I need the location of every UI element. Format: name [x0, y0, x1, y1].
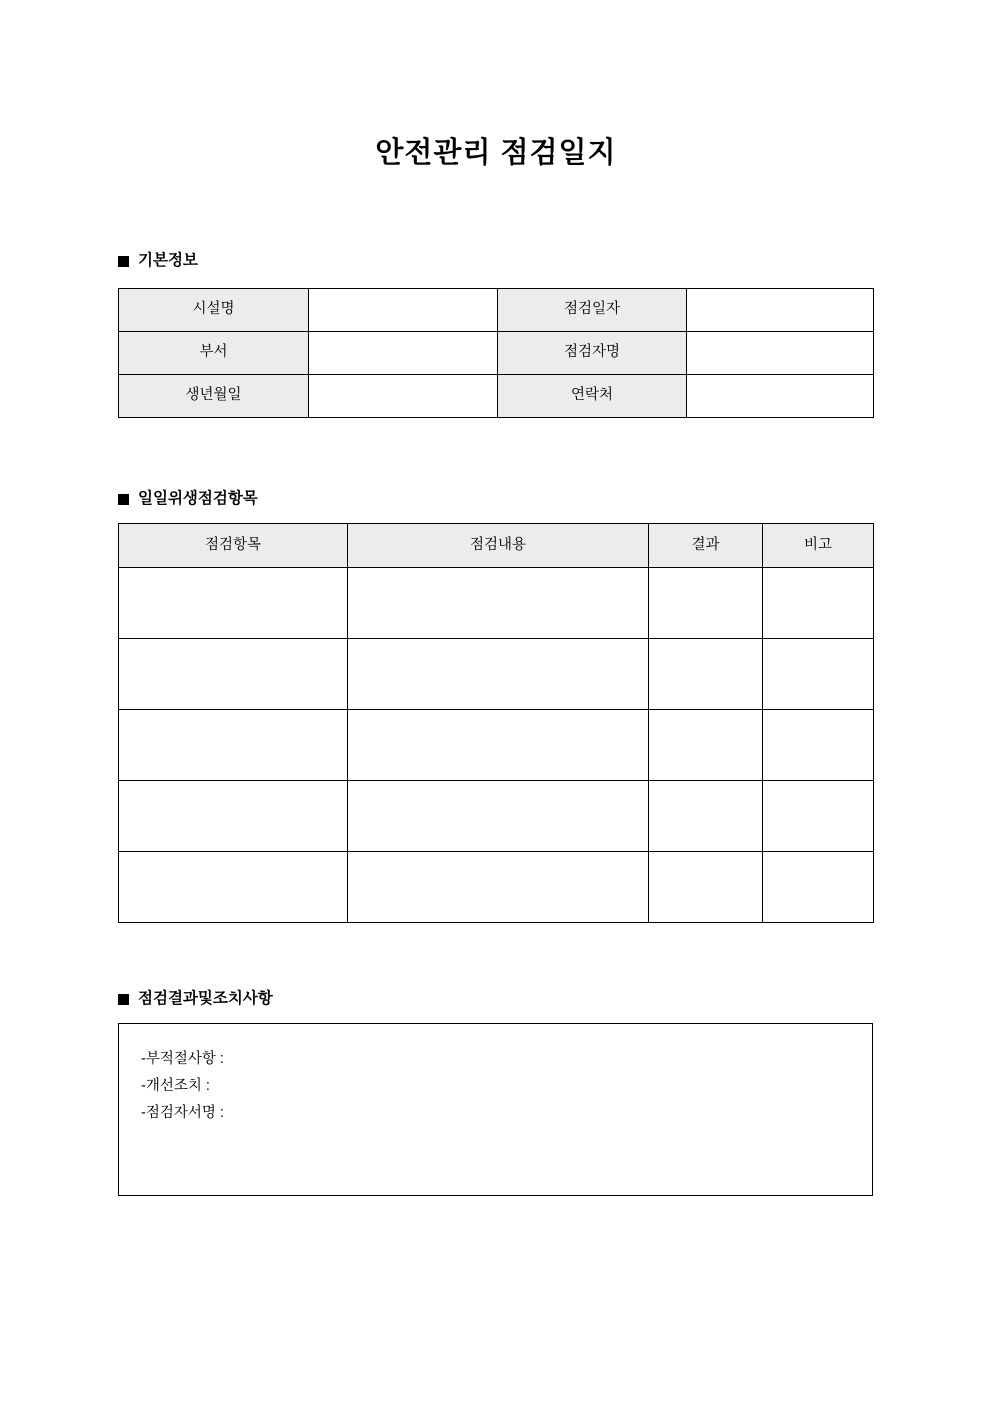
square-bullet-icon	[118, 994, 129, 1005]
field-label-inspection-date: 점검일자	[498, 289, 687, 332]
table-row	[119, 568, 874, 639]
square-bullet-icon	[118, 494, 129, 505]
results-line-nonconformity: -부적절사항 :	[141, 1051, 224, 1067]
page-title: 안전관리 점검일지	[375, 137, 617, 169]
cell-remarks[interactable]	[763, 852, 874, 923]
table-header-row	[119, 524, 874, 568]
cell-content[interactable]	[348, 710, 649, 781]
section-heading-basic-info	[118, 250, 198, 272]
field-label-contact: 연락처	[498, 375, 687, 418]
cell-result[interactable]	[649, 710, 763, 781]
daily-checklist-table	[118, 523, 874, 923]
cell-remarks[interactable]	[763, 710, 874, 781]
cell-item[interactable]	[119, 710, 348, 781]
field-label-birth-date: 생년월일	[119, 375, 309, 418]
table-row	[119, 710, 874, 781]
cell-content[interactable]	[348, 568, 649, 639]
section-heading-label: 일일위생점검항목	[138, 490, 258, 507]
column-header-item: 점검항목	[119, 524, 348, 568]
column-header-remarks: 비고	[763, 524, 874, 568]
table-row	[119, 852, 874, 923]
field-label-facility-name: 시설명	[119, 289, 309, 332]
results-line-corrective-action: -개선조치 :	[141, 1078, 210, 1094]
table-row	[119, 639, 874, 710]
square-bullet-icon	[118, 256, 129, 267]
cell-item[interactable]	[119, 568, 348, 639]
field-input-inspector-name[interactable]	[687, 332, 874, 375]
field-input-inspection-date[interactable]	[687, 289, 874, 332]
field-input-birth-date[interactable]	[309, 375, 498, 418]
cell-remarks[interactable]	[763, 781, 874, 852]
section-heading-label: 점검결과및조치사항	[138, 990, 273, 1007]
table-row	[119, 781, 874, 852]
section-heading-daily-checklist	[118, 488, 258, 510]
column-header-content: 점검내용	[348, 524, 649, 568]
column-header-result: 결과	[649, 524, 763, 568]
cell-result[interactable]	[649, 781, 763, 852]
field-input-department[interactable]	[309, 332, 498, 375]
section-heading-label: 기본정보	[138, 252, 198, 269]
cell-result[interactable]	[649, 852, 763, 923]
cell-content[interactable]	[348, 781, 649, 852]
results-line-inspector-signature: -점검자서명 :	[141, 1105, 224, 1121]
table-row	[119, 375, 874, 418]
table-row	[119, 289, 874, 332]
cell-remarks[interactable]	[763, 639, 874, 710]
cell-result[interactable]	[649, 639, 763, 710]
cell-remarks[interactable]	[763, 568, 874, 639]
section-heading-results-actions	[118, 988, 273, 1010]
field-input-contact[interactable]	[687, 375, 874, 418]
cell-result[interactable]	[649, 568, 763, 639]
field-label-inspector-name: 점검자명	[498, 332, 687, 375]
results-actions-textbox[interactable]	[118, 1023, 873, 1196]
field-label-department: 부서	[119, 332, 309, 375]
cell-item[interactable]	[119, 852, 348, 923]
cell-item[interactable]	[119, 639, 348, 710]
cell-content[interactable]	[348, 639, 649, 710]
cell-item[interactable]	[119, 781, 348, 852]
field-input-facility-name[interactable]	[309, 289, 498, 332]
cell-content[interactable]	[348, 852, 649, 923]
basic-info-table	[118, 288, 874, 418]
table-row	[119, 332, 874, 375]
